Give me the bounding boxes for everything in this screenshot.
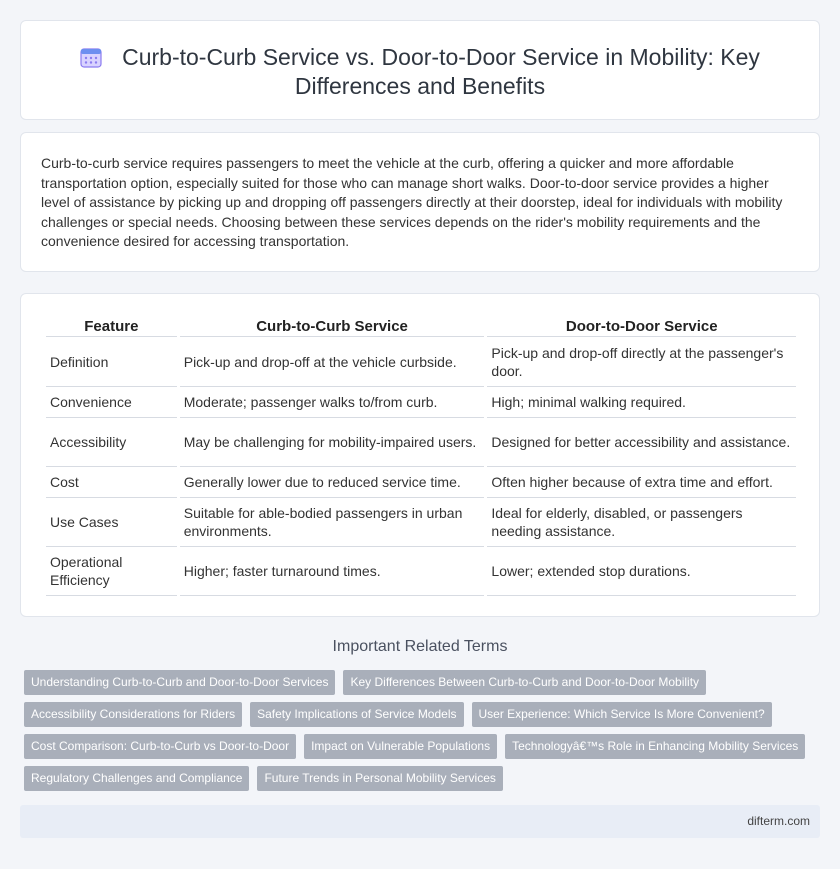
row-door-value: Pick-up and drop-off directly at the passenger's door.	[487, 337, 796, 387]
related-term-tag[interactable]: Cost Comparison: Curb-to-Curb vs Door-to-Door	[24, 734, 296, 759]
footer	[20, 805, 820, 838]
related-term-tag[interactable]: Safety Implications of Service Models	[250, 702, 463, 727]
related-term-tag[interactable]: User Experience: Which Service Is More Convenient?	[472, 702, 772, 727]
related-terms-list	[24, 670, 814, 798]
comparison-table	[43, 311, 799, 596]
tag-row	[24, 766, 814, 791]
table-row	[46, 387, 796, 418]
column-header-curb-to-curb: Curb-to-Curb Service	[180, 311, 485, 337]
column-header-door-to-door: Door-to-Door Service	[487, 311, 796, 337]
row-door-value: Ideal for elderly, disabled, or passengers needing assistance.	[487, 498, 796, 547]
intro-card	[20, 132, 820, 272]
table-row	[46, 467, 796, 498]
related-term-tag[interactable]: Understanding Curb-to-Curb and Door-to-Door Services	[24, 670, 335, 695]
table-header-row	[46, 311, 796, 337]
tag-row	[24, 702, 814, 727]
footer-site-link[interactable]: difterm.com	[747, 814, 810, 828]
row-door-value: Often higher because of extra time and effort.	[487, 467, 796, 498]
page-title	[21, 43, 819, 101]
related-terms-heading: Important Related Terms	[332, 638, 508, 655]
comparison-table-card	[20, 293, 820, 617]
table-row	[46, 498, 796, 547]
related-term-tag[interactable]: Key Differences Between Curb-to-Curb and Door-to-Door Mobility	[343, 670, 706, 695]
tag-row	[24, 670, 814, 695]
row-feature: Definition	[46, 337, 177, 387]
row-feature: Convenience	[46, 387, 177, 418]
intro-paragraph: Curb-to-curb service requires passengers to meet the vehicle at the curb, offering a quicker and more affordable transportation option, especially suited for those who can manage short walks. Door-to-door service provides a higher level of assistance by picking up and dropping off passengers directly at their doorstep, ideal for individuals with mobility challenges or special needs. Choosing between these services depends on the rider's mobility requirements and the convenience desired for accessing transportation.	[41, 155, 783, 249]
tag-row	[24, 734, 814, 759]
row-curb-value: May be challenging for mobility-impaired users.	[180, 418, 485, 467]
header-card	[20, 20, 820, 120]
row-curb-value: Moderate; passenger walks to/from curb.	[180, 387, 485, 418]
related-term-tag[interactable]: Impact on Vulnerable Populations	[304, 734, 497, 759]
row-door-value: High; minimal walking required.	[487, 387, 796, 418]
title-line-1: Curb-to-Curb Service vs. Door-to-Door Service in Mobility: Key	[122, 44, 760, 70]
row-door-value: Designed for better accessibility and assistance.	[487, 418, 796, 467]
related-term-tag[interactable]: Technologyâ€™s Role in Enhancing Mobility Services	[505, 734, 805, 759]
table-row	[46, 337, 796, 387]
related-term-tag[interactable]: Accessibility Considerations for Riders	[24, 702, 242, 727]
title-line-2: Differences and Benefits	[294, 73, 546, 99]
row-curb-value: Higher; faster turnaround times.	[180, 547, 485, 596]
table-row	[46, 418, 796, 467]
row-feature: Use Cases	[46, 498, 177, 547]
related-term-tag[interactable]: Regulatory Challenges and Compliance	[24, 766, 249, 791]
row-feature: Operational Efficiency	[46, 547, 177, 596]
row-feature: Accessibility	[46, 418, 177, 467]
row-curb-value: Suitable for able-bodied passengers in urban environments.	[180, 498, 485, 547]
related-term-tag[interactable]: Future Trends in Personal Mobility Services	[257, 766, 502, 791]
row-door-value: Lower; extended stop durations.	[487, 547, 796, 596]
column-header-feature: Feature	[46, 311, 177, 337]
row-curb-value: Generally lower due to reduced service time.	[180, 467, 485, 498]
table-row	[46, 547, 796, 596]
row-feature: Cost	[46, 467, 177, 498]
calendar-icon	[80, 46, 102, 68]
row-curb-value: Pick-up and drop-off at the vehicle curbside.	[180, 337, 485, 387]
